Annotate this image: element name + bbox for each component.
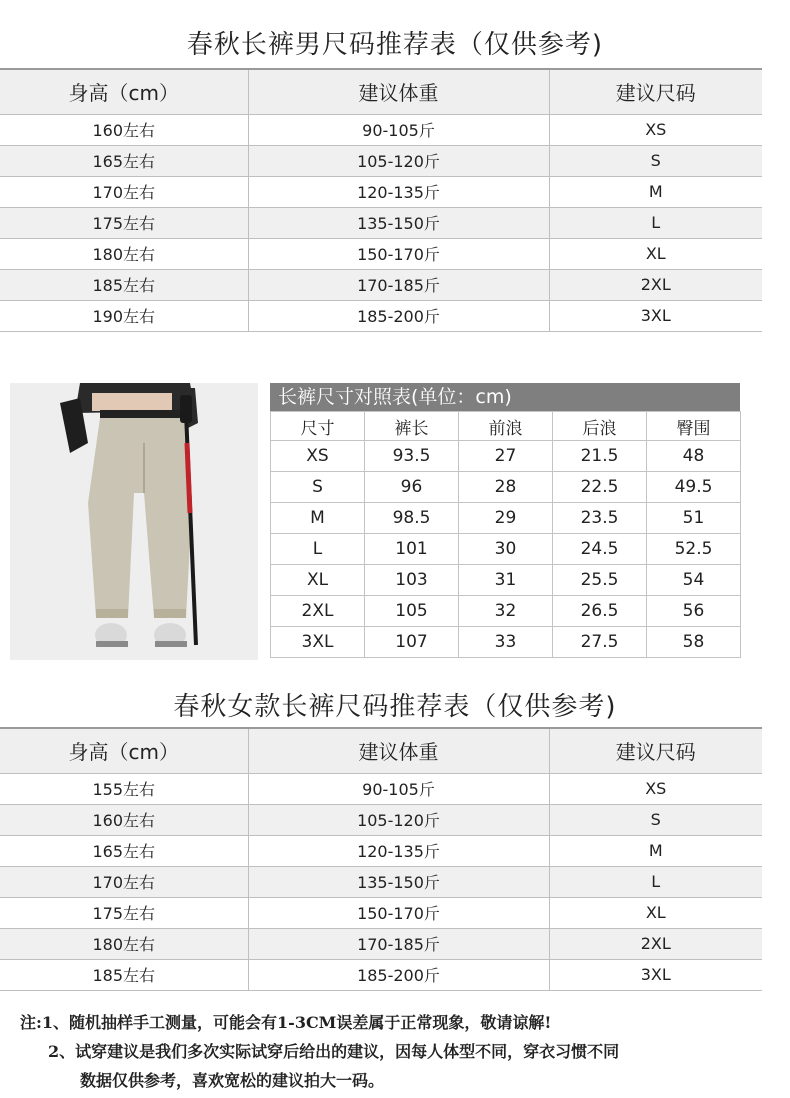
women-header-height: 身高（cm） [0,728,248,773]
men-weight-cell: 170-185斤 [248,269,549,300]
chart-front-rise-cell: 28 [459,472,553,503]
women-row [0,773,762,804]
chart-hip-cell: 52.5 [647,534,741,565]
chart-size-cell: M [271,503,365,534]
men-height-cell: 170左右 [0,176,248,207]
women-size-cell: XL [549,897,762,928]
women-height-cell: 180左右 [0,928,248,959]
chart-size-cell: 2XL [271,596,365,627]
chart-front-rise-cell: 27 [459,441,553,472]
chart-hip-cell: 48 [647,441,741,472]
women-weight-cell: 150-170斤 [248,897,549,928]
chart-header-back-rise: 后浪 [553,412,647,441]
chart-back-rise-cell: 26.5 [553,596,647,627]
men-height-cell: 190左右 [0,300,248,331]
women-row [0,928,762,959]
chart-length-cell: 101 [365,534,459,565]
women-row [0,835,762,866]
men-height-cell: 180左右 [0,238,248,269]
women-row [0,959,762,990]
chart-back-rise-cell: 25.5 [553,565,647,596]
men-row [0,114,762,145]
women-height-cell: 170左右 [0,866,248,897]
chart-front-rise-cell: 29 [459,503,553,534]
men-height-cell: 160左右 [0,114,248,145]
men-size-cell: XS [549,114,762,145]
chart-length-cell: 93.5 [365,441,459,472]
size-chart-row [271,503,741,534]
men-height-cell: 185左右 [0,269,248,300]
product-photo [10,383,258,660]
men-header-height: 身高（cm） [0,69,248,114]
men-size-cell: XL [549,238,762,269]
men-size-cell: S [549,145,762,176]
women-size-cell: M [549,835,762,866]
size-chart-row [271,441,741,472]
chart-length-cell: 103 [365,565,459,596]
women-weight-cell: 105-120斤 [248,804,549,835]
men-weight-cell: 185-200斤 [248,300,549,331]
women-height-cell: 165左右 [0,835,248,866]
men-row [0,145,762,176]
size-chart-row [271,534,741,565]
chart-length-cell: 107 [365,627,459,658]
men-size-cell: 3XL [549,300,762,331]
women-size-cell: XS [549,773,762,804]
men-height-cell: 165左右 [0,145,248,176]
men-size-table [0,68,762,332]
women-weight-cell: 135-150斤 [248,866,549,897]
size-chart [270,383,740,658]
women-weight-cell: 170-185斤 [248,928,549,959]
size-chart-row [271,472,741,503]
chart-hip-cell: 56 [647,596,741,627]
chart-size-cell: 3XL [271,627,365,658]
chart-hip-cell: 51 [647,503,741,534]
size-chart-row [271,565,741,596]
chart-header-hip: 臀围 [647,412,741,441]
men-row [0,300,762,331]
chart-front-rise-cell: 31 [459,565,553,596]
men-weight-cell: 150-170斤 [248,238,549,269]
women-row [0,897,762,928]
women-weight-cell: 90-105斤 [248,773,549,804]
women-header-size: 建议尺码 [549,728,762,773]
men-row [0,238,762,269]
model-pants-illustration [10,383,258,660]
men-weight-cell: 135-150斤 [248,207,549,238]
size-chart-title: 长裤尺寸对照表(单位：cm) [270,383,740,411]
men-header-size: 建议尺码 [549,69,762,114]
women-header-weight: 建议体重 [248,728,549,773]
women-size-cell: L [549,866,762,897]
note-line-1: 注:1、随机抽样手工测量，可能会有1-3CM误差属于正常现象，敬请谅解! [20,1013,552,1032]
men-weight-cell: 105-120斤 [248,145,549,176]
size-chart-row [271,596,741,627]
men-row [0,207,762,238]
chart-size-cell: XS [271,441,365,472]
men-row [0,176,762,207]
chart-header-length: 裤长 [365,412,459,441]
men-table-title: 春秋长裤男尺码推荐表（仅供参考) [186,30,604,60]
men-weight-cell: 90-105斤 [248,114,549,145]
note-line-3: 数据仅供参考，喜欢宽松的建议拍大一码。 [80,1071,385,1090]
chart-size-cell: XL [271,565,365,596]
chart-hip-cell: 58 [647,627,741,658]
women-height-cell: 185左右 [0,959,248,990]
chart-header-front-rise: 前浪 [459,412,553,441]
note-line-2: 2、试穿建议是我们多次实际试穿后给出的建议，因每人体型不同，穿衣习惯不同 [48,1042,620,1061]
women-size-table [0,727,762,991]
men-size-cell: L [549,207,762,238]
chart-size-cell: S [271,472,365,503]
chart-front-rise-cell: 33 [459,627,553,658]
men-weight-cell: 120-135斤 [248,176,549,207]
size-chart-table [270,411,741,658]
women-table-title: 春秋女款长裤尺码推荐表（仅供参考) [173,692,617,722]
men-header-weight: 建议体重 [248,69,549,114]
chart-back-rise-cell: 23.5 [553,503,647,534]
women-height-cell: 155左右 [0,773,248,804]
women-size-cell: S [549,804,762,835]
chart-header-size: 尺寸 [271,412,365,441]
men-size-cell: 2XL [549,269,762,300]
men-row [0,269,762,300]
men-size-cell: M [549,176,762,207]
chart-hip-cell: 49.5 [647,472,741,503]
women-weight-cell: 120-135斤 [248,835,549,866]
notes [20,1008,780,1095]
women-height-cell: 175左右 [0,897,248,928]
women-row [0,804,762,835]
chart-front-rise-cell: 30 [459,534,553,565]
women-weight-cell: 185-200斤 [248,959,549,990]
chart-length-cell: 98.5 [365,503,459,534]
chart-length-cell: 96 [365,472,459,503]
chart-back-rise-cell: 27.5 [553,627,647,658]
size-chart-row [271,627,741,658]
women-size-cell: 2XL [549,928,762,959]
chart-back-rise-cell: 24.5 [553,534,647,565]
chart-back-rise-cell: 21.5 [553,441,647,472]
men-height-cell: 175左右 [0,207,248,238]
chart-size-cell: L [271,534,365,565]
chart-back-rise-cell: 22.5 [553,472,647,503]
women-height-cell: 160左右 [0,804,248,835]
women-size-cell: 3XL [549,959,762,990]
chart-hip-cell: 54 [647,565,741,596]
women-row [0,866,762,897]
chart-front-rise-cell: 32 [459,596,553,627]
chart-length-cell: 105 [365,596,459,627]
